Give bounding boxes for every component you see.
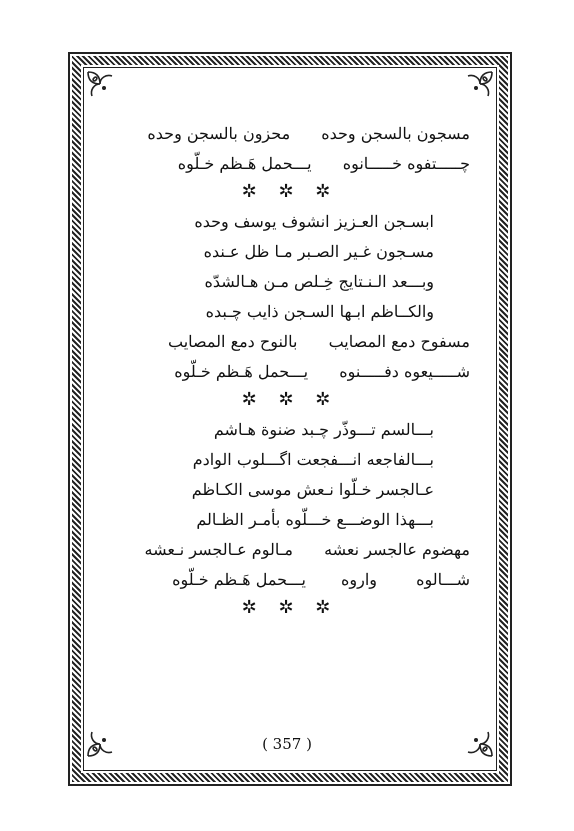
poem-couplet <box>110 536 470 564</box>
hemistich-left: محزون بالسجن وحده <box>147 124 291 143</box>
star-separator: ✲ ✲ ✲ <box>241 181 339 202</box>
poem-couplet <box>110 328 470 356</box>
hemistich-left: بالنوح دمع المصايب <box>168 332 298 351</box>
corner-ornament-icon <box>86 70 114 98</box>
poem-verse: مسـجون غـير الصـبر مـا ظل عـنده <box>203 242 434 261</box>
hemistich-left: يـــحمل هَـظم خـلّوه <box>177 154 312 173</box>
hemistich-right: مسفوح دمع المصايب <box>328 332 470 351</box>
poem-verse: ابسـجن العـزيز انشوف يوسف وحده <box>194 212 434 231</box>
hemistich-right: چـــــتفوه خـــــانوه <box>342 154 470 173</box>
star-separator: ✲ ✲ ✲ <box>241 389 339 410</box>
page-number: ( 357 ) <box>262 735 312 753</box>
poem-couplet <box>110 150 470 178</box>
hemistich-left: يـــحمل هَـظم خـلّوه <box>174 362 309 381</box>
hemistich-right: مسجون بالسجن وحده <box>321 124 470 143</box>
hemistich-right: مهضوم عالجسر نعشه <box>324 540 470 559</box>
hemistich-left: مـالوم عـالجسر نـعشه <box>144 540 293 559</box>
poem-verse: بـــالفاجعه انـــفجعت اگـــلوب الوادم <box>192 450 434 469</box>
poem-couplet <box>110 566 470 594</box>
poem-couplet <box>110 120 470 148</box>
hemistich-left: يـــحمل هَـظم خـلّوه <box>172 570 306 589</box>
poem-verse: والكــاظم ابـها السـجن ذايب چـبده <box>205 302 434 321</box>
hemistich-right: شـــــيعوه دفـــــنوه <box>339 362 470 381</box>
poem-verse: بـــالسم تـــوذّر چـبد ضنوة هـاشم <box>213 420 434 439</box>
hemistich-middle: واروه <box>341 570 378 589</box>
poem-verse: عـالجسر خـلّوا نـعش موسى الكـاظم <box>191 480 434 499</box>
poem-verse: بـــهذا الوضـــع خـــلّوه بأمـر الظـالم <box>196 510 434 529</box>
hemistich-right: شـــالوه <box>416 570 470 589</box>
poem-verse: وبـــعد الـنـتايج خِـلص مـن هـالشدّه <box>204 272 434 291</box>
star-separator: ✲ ✲ ✲ <box>241 597 339 618</box>
poem-couplet <box>110 358 470 386</box>
corner-ornament-icon <box>466 70 494 98</box>
